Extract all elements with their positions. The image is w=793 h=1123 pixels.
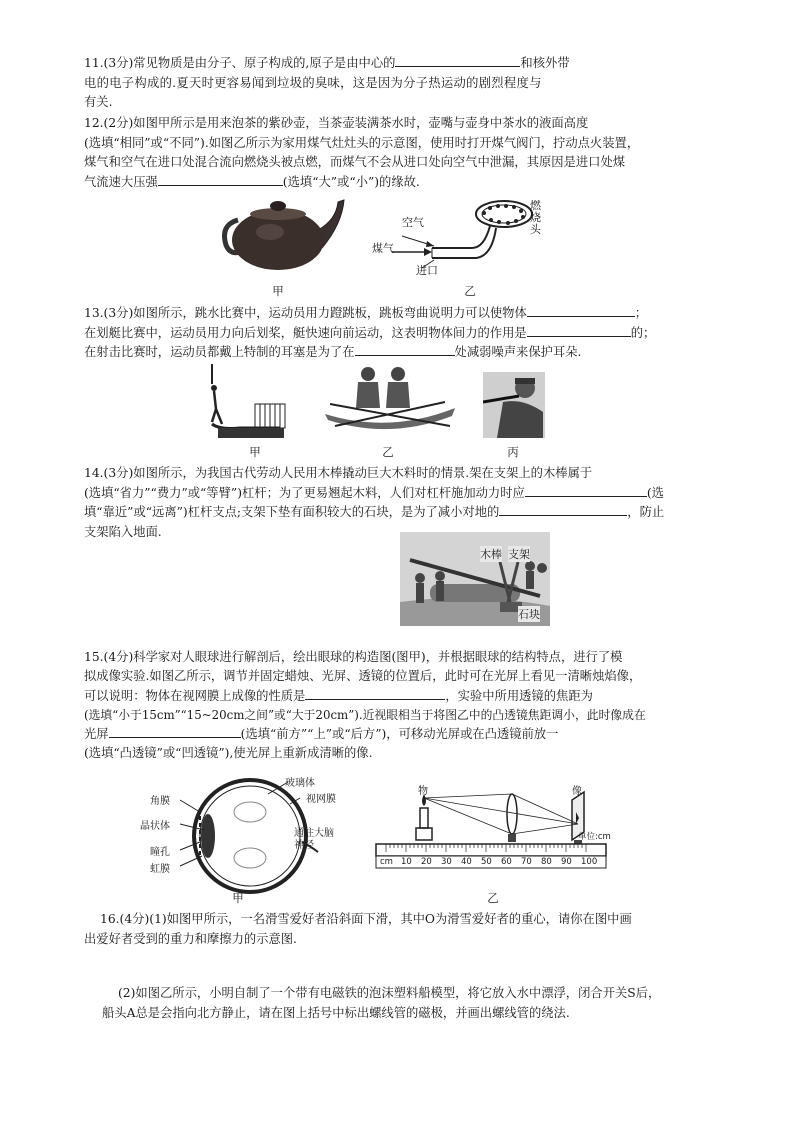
q13-line1b: ；: [634, 306, 648, 320]
label-pupil: 瞳孔: [150, 847, 170, 858]
q15-line4: (选填“小于15cm”“15~20cm之间”或“大于20cm”).近视眼相当于将图乙中的凸透镜焦距调小，此时像成在: [84, 707, 646, 722]
q12-caption-a: 甲: [272, 284, 284, 298]
ruler-tick-label: 30: [441, 857, 452, 867]
label-cornea: 角膜: [150, 796, 170, 807]
q16-line4: 船头A总是会指向北方静止，请在图上括号中标出螺线管的磁极，并画出螺线管的绕法.: [102, 1005, 570, 1020]
q15-line3a: 可以说明：物体在视网膜上成像的性质是: [84, 688, 306, 703]
ruler-tick-label: 70: [521, 857, 532, 867]
ruler-labels: [376, 857, 606, 869]
ruler-tick-label: 60: [501, 857, 512, 867]
label-support: 支架: [508, 548, 530, 561]
diving-figure: [200, 364, 292, 444]
q15-line3b: ，实验中所用透镜的焦距为: [445, 688, 593, 703]
teapot-figure: [218, 190, 346, 274]
q13-line1a: 13.(3分)如图所示，跳水比赛中，运动员用力蹬跳板，跳板弯曲说明力可以使物体: [84, 306, 527, 320]
q15-line2: 拟成像实验.如图乙所示，调节并固定蜡烛、光屏、透镜的位置后，此时可在光屏上看见一清晰烛焰像，: [84, 669, 642, 684]
q11-line2: 电的电子构成的.夏天时更容易闻到垃圾的臭味，这是因为分子热运动的剧烈程度与: [84, 75, 542, 90]
q13-line2b: 的；: [630, 325, 656, 340]
q13-caption-a: 甲: [249, 445, 261, 459]
q11-line3: 有关.: [84, 95, 113, 109]
label-stone: 石块: [518, 608, 540, 621]
q11-line1b: 和核外带: [520, 56, 570, 70]
q13-blank-1[interactable]: [527, 304, 635, 317]
label-unit: 单位:cm: [578, 832, 611, 842]
q15-line5a: 光屏: [84, 727, 109, 742]
q15-caption-a: 甲: [232, 891, 244, 905]
ruler-tick-label: 100: [581, 857, 598, 867]
q15-blank-1[interactable]: [305, 687, 445, 700]
ruler-tick-label: 80: [541, 857, 552, 867]
q16-line2: 出爱好者受到的重力和摩擦力的示意图.: [84, 931, 297, 946]
q13-blank-2[interactable]: [527, 324, 631, 337]
label-burner: 燃烧头: [530, 199, 541, 236]
label-air: 空气: [402, 216, 424, 229]
q12-line3: 煤气和空气在进口处混合流向燃烧头被点燃，而煤气不会从进口处向空气中泄漏，其原因是进口处煤: [84, 155, 626, 169]
label-retina: 视网膜: [306, 794, 336, 805]
q13-blank-3[interactable]: [355, 343, 455, 356]
q14-blank-2[interactable]: [525, 484, 647, 497]
gas-stove-figure: [372, 196, 542, 278]
q15-line6: (选填“凸透镜”或“凹透镜”),使光屏上重新成清晰的像.: [84, 746, 373, 761]
shooting-figure: [483, 372, 545, 438]
q14-line4: 支架陷入地面.: [84, 524, 162, 539]
q14-line2b: (选: [646, 485, 664, 500]
q12-blank-2[interactable]: [158, 173, 283, 186]
label-gas: 煤气: [372, 242, 394, 255]
question-16-part2: [102, 984, 748, 1023]
question-13: [84, 304, 716, 363]
q16-line3: (2)如图乙所示，小明自制了一个带有电磁铁的泡沫塑料船模型，将它放入水中漂浮，闭合开关S后，: [118, 986, 661, 1000]
ruler-tick-label: 90: [561, 857, 572, 867]
q13-caption-b: 乙: [382, 445, 394, 459]
label-object: 物: [418, 786, 428, 797]
ruler-tick-label: 50: [481, 857, 492, 867]
q12-caption-b: 乙: [464, 284, 476, 298]
label-iris: 虹膜: [150, 864, 170, 875]
question-11: [84, 54, 716, 113]
q13-line3b: 处减弱噪声来保护耳朵.: [454, 345, 582, 359]
label-stick: 木棒: [480, 548, 502, 561]
rowing-figure: [320, 364, 460, 440]
question-15: [84, 648, 716, 764]
q15-line1: 15.(4分)科学家对人眼球进行解剖后，绘出眼球的构造图(图甲)，并根据眼球的结构特点，进行了模: [84, 650, 623, 664]
q11-line1a: 11.(3分)常见物质是由分子、原子构成的,原子是由中心的: [84, 56, 396, 70]
q12-line4a: 气流速大压强: [84, 174, 158, 189]
question-16: [84, 910, 740, 949]
label-nerve: 通往大脑神经: [294, 828, 334, 851]
optical-bench: [372, 782, 612, 874]
eye-diagram: [140, 772, 340, 900]
q15-blank-3[interactable]: [109, 725, 241, 738]
q14-line2a: (选填“省力”“费力”或“等臂”)杠杆；为了更易翘起木料，人们对杠杆施加动力时应: [84, 485, 525, 500]
q15-line5b: (选填“前方”“上”或“后方”)，可移动光屏或在凸透镜前放一: [240, 727, 559, 742]
q13-line2a: 在划艇比赛中，运动员用力向后划桨，艇快速向前运动，这表明物体间力的作用是: [84, 325, 527, 340]
ruler-tick-label: cm: [380, 857, 393, 867]
q14-line3a: 填“靠近”或“远离”)杠杆支点;支架下垫有面积较大的石块，是为了减小对地的: [84, 505, 500, 519]
label-image: 像: [572, 786, 582, 797]
lever-figure: [400, 532, 550, 626]
q14-line1: 14.(3分)如图所示，为我国古代劳动人民用木棒撬动巨大木料时的情景.架在支架上的木棒属于: [84, 466, 593, 480]
q15-caption-b: 乙: [487, 891, 499, 905]
q12-line1: 12.(2分)如图甲所示是用来泡茶的紫砂壶，当茶壶装满茶水时，壶嘴与壶身中茶水的液面高度: [84, 116, 589, 130]
q16-line1: 16.(4分)(1)如图甲所示，一名滑雪爱好者沿斜面下滑，其中O为滑雪爱好者的重心，请你在图中画: [100, 912, 632, 926]
q13-line3a: 在射击比赛时，运动员都戴上特制的耳塞是为了在: [84, 345, 355, 359]
q12-line2: (选填“相同”或“不同”).如图乙所示为家用煤气灶灶头的示意图，使用时打开煤气阀门，拧动点火装置，: [84, 135, 640, 150]
q14-blank-3[interactable]: [499, 503, 627, 516]
ruler-tick-label: 40: [461, 857, 472, 867]
label-vitreous: 玻璃体: [285, 778, 315, 789]
q11-blank-1[interactable]: [395, 54, 520, 67]
q13-caption-c: 丙: [507, 445, 519, 459]
label-lens: 晶状体: [140, 821, 170, 832]
question-12: [84, 114, 716, 192]
question-14: [84, 464, 716, 542]
q12-line4b: (选填“大”或“小”)的缘故.: [282, 174, 420, 189]
label-inlet: 进口: [416, 264, 438, 277]
ruler-tick-label: 20: [421, 857, 432, 867]
q14-line3b: ，防止: [627, 505, 665, 519]
ruler-tick-label: 10: [401, 857, 412, 867]
